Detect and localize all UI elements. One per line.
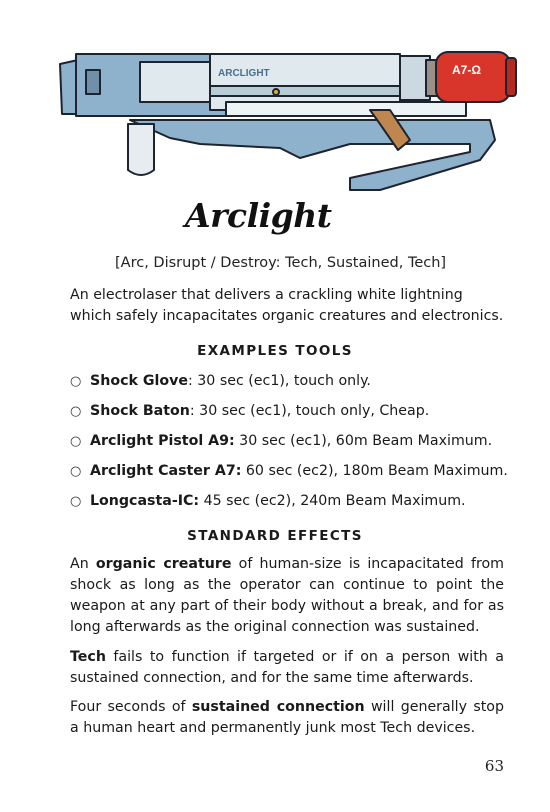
bullet-icon: ○ [70,404,82,419]
weapon-drawing [50,40,520,200]
effects-paragraph-sustained [70,697,504,739]
list-item [70,460,510,490]
weapon-switch [86,70,100,94]
weapon-indicator [273,89,279,95]
weapon-canister [436,52,510,102]
text-run: fails to function if targeted or if on a person with a sustained connection, and for the same time afterwards. [70,649,504,686]
emphasis: Tech [70,649,106,665]
tool-name: Arclight Caster A7: [90,463,242,479]
bullet-icon: ○ [70,374,82,389]
weapon-canister-label: A7-Ω [452,63,481,77]
text-run: An [70,556,96,572]
arclight-weapon-illustration [50,40,520,200]
bullet-icon: ○ [70,464,82,479]
list-item [70,370,510,400]
text-run: of human-size is incapacitated from shock as long as the operator can continue to point the weapon at any part of their body without a break, and for as long afterwards as the original connection was sustained. [70,556,504,635]
tool-name: Arclight Pistol A9: [90,433,235,449]
emphasis: organic creature [95,556,232,572]
weapon-body-light [140,62,214,102]
emphasis: sustained connection [191,699,365,715]
tool-detail: 30 sec (ec1), 60m Beam Maximum. [234,433,493,449]
text-run: will generally stop a human heart and permanently junk most Tech devices. [70,699,504,736]
page-title: Arclight [185,196,332,235]
bullet-icon: ○ [70,494,82,509]
text-run: Four seconds of [70,699,192,715]
tool-name: Shock Glove [90,373,188,389]
page-number: 63 [484,757,504,775]
list-item [70,430,510,460]
weapon-body-strip [210,86,400,96]
tool-detail: 45 sec (ec2), 240m Beam Maximum. [199,493,466,509]
tool-name: Longcasta-IC: [90,493,200,509]
bullet-icon: ○ [70,434,82,449]
list-item [70,490,510,520]
tool-detail: : 30 sec (ec1), touch only. [187,373,371,389]
effects-paragraph-organic [70,554,504,638]
weapon-canister-cap [506,58,516,96]
examples-heading: EXAMPLES TOOLS [197,343,353,359]
effects-paragraph-tech [70,647,504,689]
tool-detail: 60 sec (ec2), 180m Beam Maximum. [241,463,508,479]
tool-name: Shock Baton [90,403,190,419]
tool-detail: : 30 sec (ec1), touch only, Cheap. [189,403,430,419]
weapon-rail [226,102,466,116]
weapon-frame [130,120,495,190]
list-item [70,400,510,430]
weapon-tank [128,124,154,175]
tools-list [70,370,510,520]
intro-paragraph: An electrolaser that delivers a crackling white lightning which safely incapacitates organic creatures and electronics. [70,287,504,324]
weapon-brand-label: ARCLIGHT [218,68,270,79]
ability-tags: [Arc, Disrupt / Destroy: Tech, Sustained, Tech] [115,255,447,271]
effects-heading: STANDARD EFFECTS [187,528,363,544]
